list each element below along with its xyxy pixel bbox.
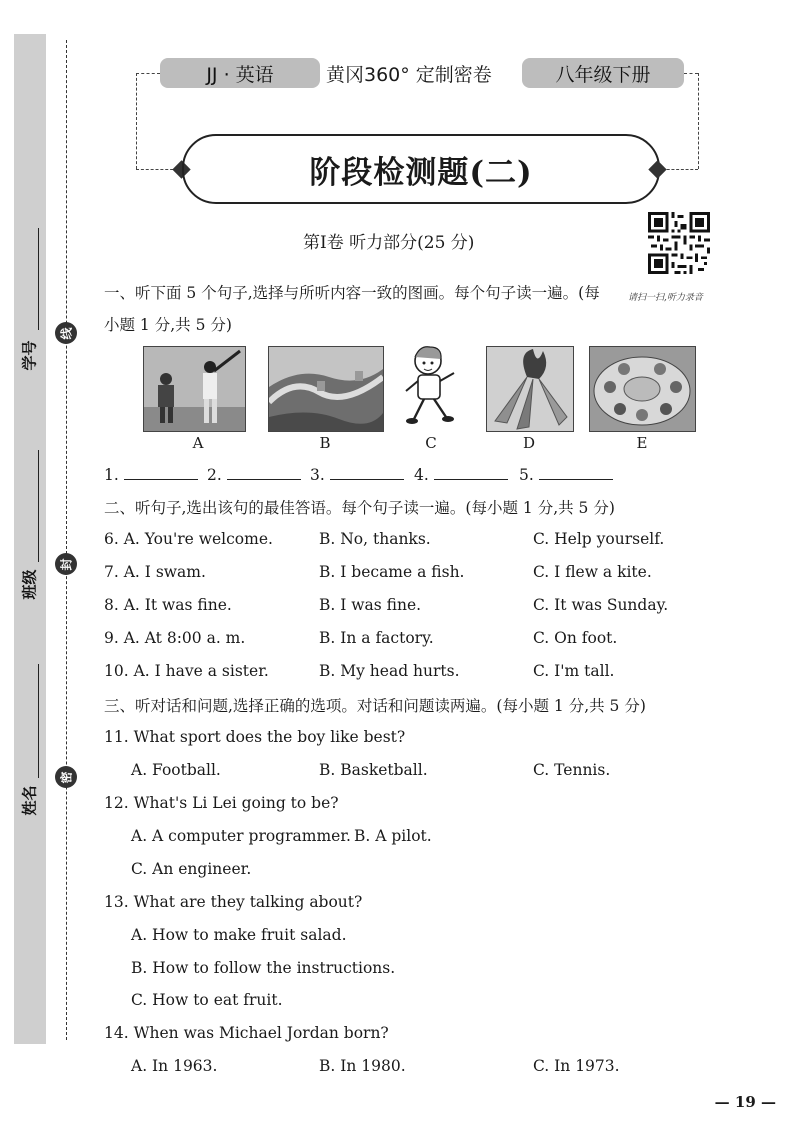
q9-option-c[interactable]: C. On foot. <box>533 629 618 647</box>
q10-option-a[interactable]: 10. A. I have a sister. <box>104 662 269 680</box>
q8-option-c[interactable]: C. It was Sunday. <box>533 596 669 614</box>
q6-option-a[interactable]: 6. A. You're welcome. <box>104 530 273 548</box>
header-dash-left-v <box>136 73 137 169</box>
q6-option-b[interactable]: B. No, thanks. <box>319 530 431 548</box>
name-line <box>38 664 39 778</box>
subject-badge: JJ · 英语 <box>160 58 320 88</box>
section-heading: 第Ⅰ卷 听力部分(25 分) <box>303 233 475 253</box>
picture-d-carrots <box>486 346 574 432</box>
q14-option-c[interactable]: C. In 1973. <box>533 1057 620 1075</box>
q8-option-b[interactable]: B. I was fine. <box>319 596 422 614</box>
q11-question: 11. What sport does the boy like best? <box>104 728 406 746</box>
answer-blank-2[interactable]: 2. <box>207 465 301 484</box>
cut-line <box>66 40 67 1040</box>
student-no-line <box>38 228 39 330</box>
picture-label-a: A <box>192 434 204 452</box>
q14-option-a[interactable]: A. In 1963. <box>131 1057 218 1075</box>
q13-option-b[interactable]: B. How to follow the instructions. <box>131 959 396 977</box>
q13-option-a[interactable]: A. How to make fruit salad. <box>131 926 347 944</box>
picture-label-b: B <box>319 434 331 452</box>
picture-e-dinner-table <box>589 346 696 432</box>
page-title: 阶段检测题(二) <box>309 154 533 191</box>
seal-seal-mark: 封 <box>55 553 77 575</box>
part3-instruction: 三、听对话和问题,选择正确的选项。对话和问题读两遍。(每小题 1 分,共 5 分) <box>104 697 646 715</box>
q12-option-b[interactable]: B. A pilot. <box>354 827 432 845</box>
picture-label-c: C <box>425 434 437 452</box>
answer-blank-1[interactable]: 1. <box>104 465 198 484</box>
header-dash-left <box>136 73 160 74</box>
q7-option-a[interactable]: 7. A. I swam. <box>104 563 206 581</box>
q10-option-b[interactable]: B. My head hurts. <box>319 662 460 680</box>
header-dash-right-h2 <box>662 169 698 170</box>
seal-line-mark: 线 <box>55 322 77 344</box>
class-line <box>38 450 39 562</box>
q11-option-b[interactable]: B. Basketball. <box>319 761 428 779</box>
part1-instruction-line2: 小题 1 分,共 5 分) <box>104 316 232 334</box>
q11-option-a[interactable]: A. Football. <box>131 761 221 779</box>
title-frame <box>182 134 660 204</box>
brand-title: 黄冈360° 定制密卷 <box>326 64 492 86</box>
q10-option-c[interactable]: C. I'm tall. <box>533 662 615 680</box>
answer-blank-3[interactable]: 3. <box>310 465 404 484</box>
q9-option-b[interactable]: B. In a factory. <box>319 629 434 647</box>
q6-option-c[interactable]: C. Help yourself. <box>533 530 665 548</box>
seal-secret-mark: 密 <box>55 766 77 788</box>
q7-option-c[interactable]: C. I flew a kite. <box>533 563 652 581</box>
picture-label-e: E <box>636 434 648 452</box>
name-label: 姓名 <box>20 785 39 816</box>
qr-caption: 请扫一扫,听力录音 <box>628 293 703 303</box>
q13-option-c[interactable]: C. How to eat fruit. <box>131 991 283 1009</box>
page-number: — 19 — <box>714 1093 776 1111</box>
qr-code-icon[interactable] <box>648 212 710 274</box>
picture-c-cartoon-boy <box>400 343 462 431</box>
answer-blank-5[interactable]: 5. <box>519 465 613 484</box>
picture-label-d: D <box>522 434 536 452</box>
q7-option-b[interactable]: B. I became a fish. <box>319 563 465 581</box>
picture-b-great-wall <box>268 346 384 432</box>
picture-a-baseball <box>143 346 246 432</box>
q9-option-a[interactable]: 9. A. At 8:00 a. m. <box>104 629 246 647</box>
binding-strip <box>14 34 46 1044</box>
q14-question: 14. When was Michael Jordan born? <box>104 1024 389 1042</box>
student-no-label: 学号 <box>20 340 39 371</box>
grade-badge: 八年级下册 <box>522 58 684 88</box>
class-label: 班级 <box>20 569 39 600</box>
header-dash-right-v <box>698 73 699 169</box>
part1-instruction-line1: 一、听下面 5 个句子,选择与所听内容一致的图画。每个句子读一遍。(每 <box>104 284 600 302</box>
q12-option-c[interactable]: C. An engineer. <box>131 860 252 878</box>
q13-question: 13. What are they talking about? <box>104 893 363 911</box>
q12-option-a[interactable]: A. A computer programmer. <box>131 827 351 845</box>
q8-option-a[interactable]: 8. A. It was fine. <box>104 596 232 614</box>
q11-option-c[interactable]: C. Tennis. <box>533 761 611 779</box>
q14-option-b[interactable]: B. In 1980. <box>319 1057 406 1075</box>
part2-instruction: 二、听句子,选出该句的最佳答语。每个句子读一遍。(每小题 1 分,共 5 分) <box>104 499 615 517</box>
q12-question: 12. What's Li Lei going to be? <box>104 794 339 812</box>
header-dash-right <box>684 73 698 74</box>
answer-blank-4[interactable]: 4. <box>414 465 508 484</box>
